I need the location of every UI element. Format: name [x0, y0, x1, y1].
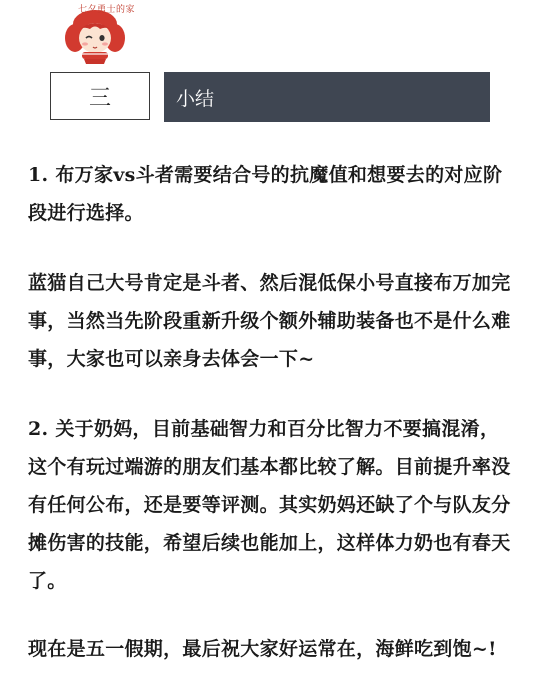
section-title: 小结 [164, 72, 490, 122]
paragraph: 蓝猫自己大号肯定是斗者、然后混低保小号直接布万加完事，当然当先阶段重新升级个额外辅助装备也不是什么难事，大家也可以亲身去体会一下~ [28, 272, 511, 370]
paragraph: 现在是五一假期，最后祝大家好运常在，海鲜吃到饱~! [28, 638, 497, 660]
logo-text: 七夕勇士的家 [78, 5, 136, 15]
paragraph: 2. 关于奶妈，目前基础智力和百分比智力不要搞混淆，这个有玩过端游的朋友们基本都比较了解。目前提升率没有任何公布，还是要等评测。其实奶妈还缺了个与队友分摊伤害的技能，希望后续也能加上，这样体力奶也有春天了。 [28, 418, 511, 592]
paragraph: 1. 布万家vs斗者需要结合号的抗魔值和想要去的对应阶段进行选择。 [28, 164, 503, 224]
section-header [50, 72, 490, 122]
section-number: 三 [50, 72, 150, 120]
